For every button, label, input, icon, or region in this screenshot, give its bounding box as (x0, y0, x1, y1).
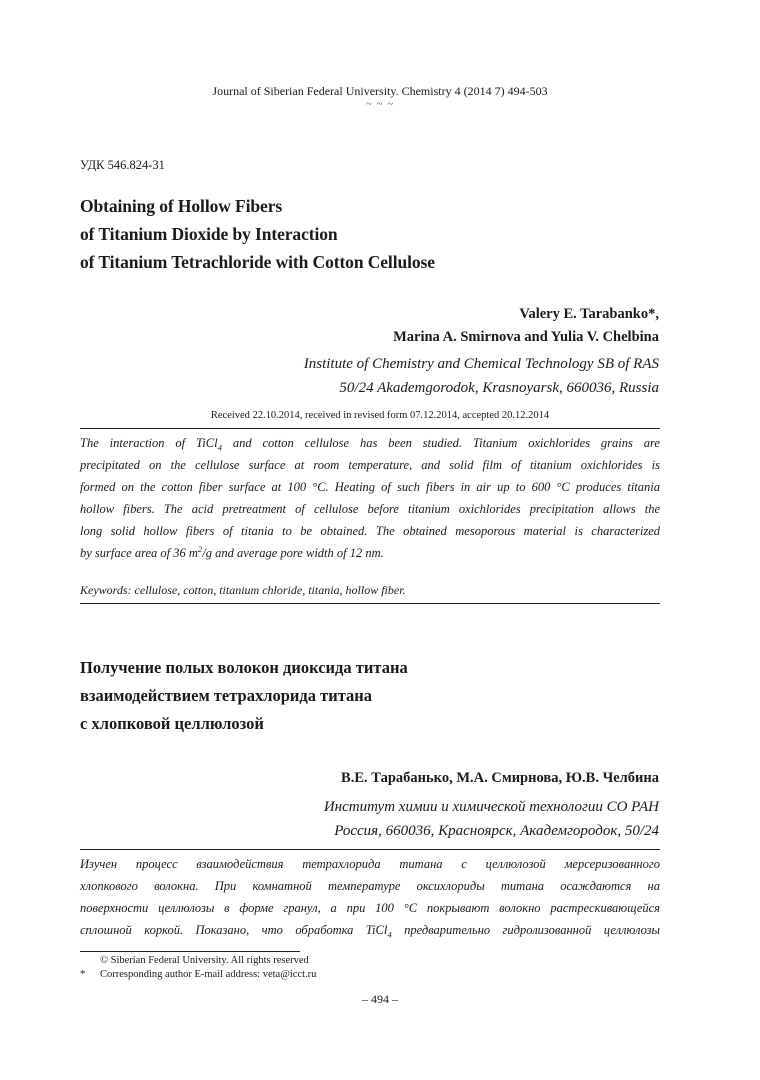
russian-abstract (80, 853, 660, 941)
english-title (80, 192, 435, 276)
english-authors (393, 303, 659, 349)
abstract-line: hollow fibers. The acid pretreatment of cellulose before titanium oxichlorides precipitation allows the (80, 502, 660, 516)
english-title-line: of Titanium Dioxide by Interaction (80, 224, 338, 244)
copyright-text: © Siberian Federal University. All rights reserved (100, 955, 309, 966)
russian-abstract-line: поверхности целлюлозы в форме гранул, а при 100 °С покрывают волокно растрескивающейся (80, 901, 660, 915)
footnote-mark: * (80, 969, 86, 980)
russian-affiliation (324, 795, 659, 843)
russian-title-line: с хлопковой целлюлозой (80, 714, 264, 733)
russian-authors: В.Е. Тарабанько, М.А. Смирнова, Ю.В. Челбина (341, 770, 659, 786)
abstract-line: long solid hollow fibers of titania to be obtained. The obtained mesoporous material is characterized (80, 524, 660, 538)
english-affiliation (304, 352, 659, 400)
russian-title (80, 654, 408, 738)
copyright-footnote (80, 954, 309, 968)
corresponding-text: Corresponding author E-mail address: veta@icct.ru (100, 969, 317, 980)
english-title-line: of Titanium Tetrachloride with Cotton Cellulose (80, 252, 435, 272)
corresponding-footnote (80, 968, 316, 982)
received-dates: Received 22.10.2014, received in revised form 07.12.2014, accepted 20.12.2014 (210, 410, 550, 421)
header-separator: ~ ~ ~ (365, 98, 395, 110)
abstract-line: by surface area of 36 $m^2/g$ and average pore width of 12 nm. (80, 543, 384, 560)
russian-affiliation-line: Институт химии и химической технологии СО РАН (323, 799, 659, 815)
russian-affiliation-line: Россия, 660036, Красноярск, Академгородок, 50/24 (334, 823, 659, 839)
russian-abstract-top-rule (80, 849, 660, 850)
english-authors-line: Marina A. Smirnova and Yulia V. Chelbina (393, 329, 659, 345)
udk-code: УДК 546.824-31 (80, 158, 165, 172)
page-number: – 494 – (362, 992, 398, 1006)
abstract-line: precipitated on the cellulose surface at room temperature, and solid film of titanium oxichlorides is (80, 458, 660, 472)
abstract-bottom-rule (80, 603, 660, 604)
abstract-line: The interaction of TiCl$_4$ and cotton cellulose has been studied. Titanium oxichlorides grains are (80, 436, 660, 453)
english-abstract (80, 432, 660, 564)
english-title-line: Obtaining of Hollow Fibers (80, 196, 283, 216)
english-affiliation-line: Institute of Chemistry and Chemical Technology SB of RAS (303, 356, 659, 372)
footnote-rule (80, 951, 300, 952)
abstract-top-rule (80, 428, 660, 429)
russian-title-line: взаимодействием тетрахлорида титана (80, 686, 373, 705)
english-affiliation-line: 50/24 Akademgorodok, Krasnoyarsk, 660036, Russia (339, 380, 659, 396)
russian-abstract-line: сплошной коркой. Показано, что обработка TiCl$_4$ предварительно гидролизованной целлюлозы (80, 923, 660, 940)
english-authors-line: Valery E. Tarabanko*, (519, 306, 659, 322)
russian-abstract-line: хлопкового волокна. При комнатной температуре оксихлориды титана осаждаются на (80, 879, 660, 893)
keywords: Keywords: cellulose, cotton, titanium chloride, titania, hollow fiber. (80, 583, 406, 597)
russian-abstract-line: Изучен процесс взаимодействия тетрахлорида титана с целлюлозой мерсеризованного (80, 857, 660, 871)
abstract-line: formed on the cotton fiber surface at 100 °C. Heating of such fibers in air up to 600 °C produces titania (80, 480, 660, 494)
journal-header: Journal of Siberian Federal University. Chemistry 4 (2014 7) 494-503 (212, 84, 548, 98)
russian-title-line: Получение полых волокон диоксида титана (80, 658, 408, 677)
